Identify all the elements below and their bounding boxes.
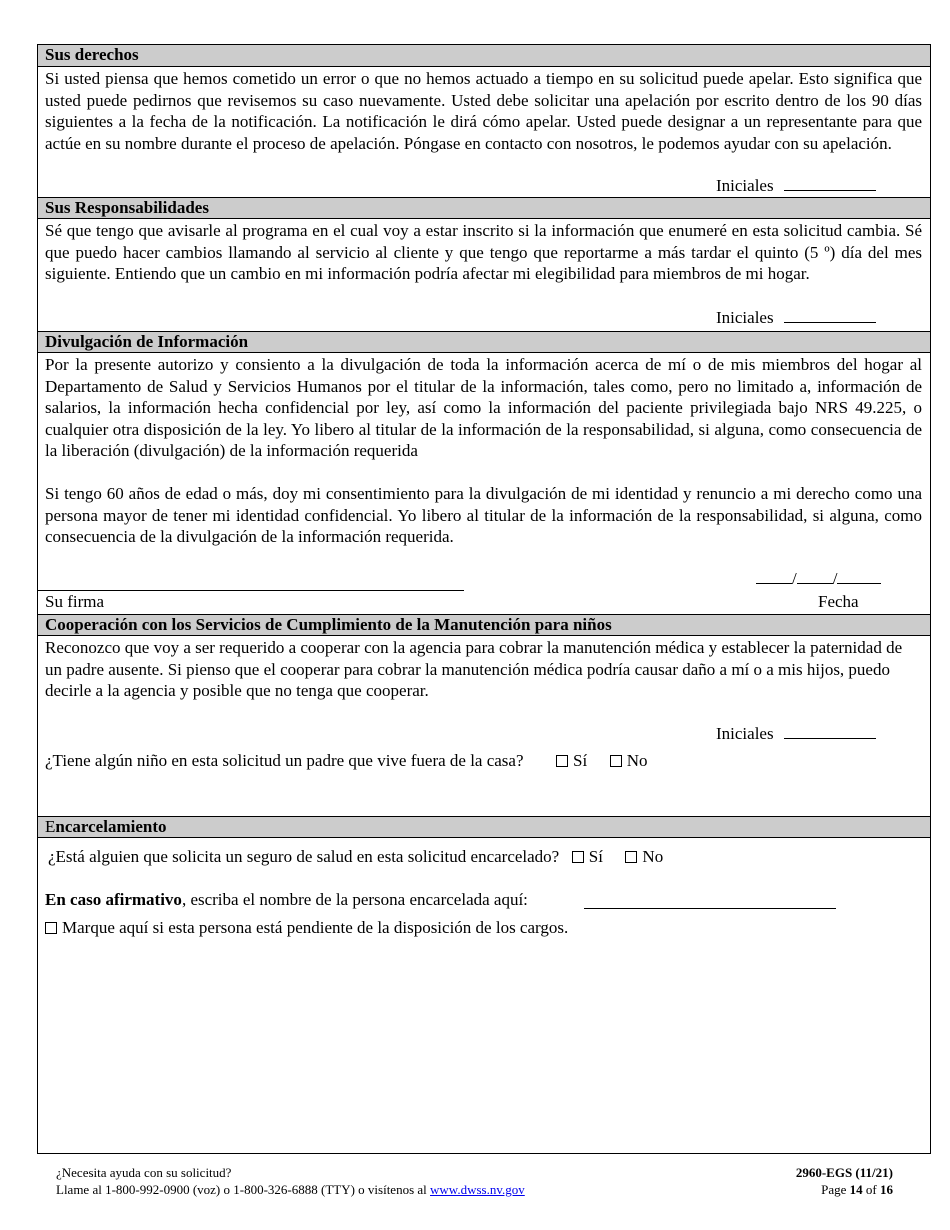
child-support-question: ¿Tiene algún niño en esta solicitud un padre que vive fuera de la casa? — [45, 751, 524, 770]
incarceration-no-label: No — [642, 847, 664, 866]
child-support-no-checkbox[interactable] — [610, 755, 622, 767]
if-yes-text: , escriba el nombre de la persona encarcelada aquí: — [181, 890, 528, 909]
incarceration-question: ¿Está alguien que solicita un seguro de salud en esta solicitud encarcelado? — [48, 847, 560, 866]
rights-initials — [716, 176, 876, 196]
child-support-yes-label: Sí — [573, 751, 588, 770]
incarceration-heading-rest: ncarcelamiento — [55, 817, 167, 836]
date-separator-2: / — [832, 569, 838, 588]
date-month[interactable] — [756, 570, 792, 584]
incarceration-question-row — [48, 847, 663, 867]
date-day[interactable] — [797, 570, 833, 584]
responsibilities-body: Sé que tengo que avisarle al programa en el cual voy a estar inscrito si la información que enumeré en esta solicitud cambia. Sé que puedo hacer cambios llamando al servicio al cliente y que tengo que reportarme a más tardar el quinto (5 º) día del mes siguiente. Entiendo que un cambio en mi información podría afectar mi elegibilidad para miembros de mi hogar. — [45, 221, 922, 283]
footer-help-question: ¿Necesita ayuda con su solicitud? — [56, 1165, 232, 1180]
signature-label: Su firma — [45, 592, 105, 611]
rights-initials-field[interactable] — [784, 177, 876, 191]
page-current: 14 — [849, 1182, 863, 1197]
responsibilities-initials-field[interactable] — [784, 309, 876, 323]
pending-charges-checkbox[interactable] — [45, 922, 57, 934]
signature-line[interactable] — [38, 590, 464, 591]
child-support-initials — [716, 724, 876, 744]
responsibilities-initials — [716, 308, 876, 328]
date-year[interactable] — [837, 570, 881, 584]
incarcerated-name-field[interactable] — [584, 908, 836, 909]
incarceration-heading-first: E — [45, 817, 56, 836]
footer-contact — [56, 1182, 525, 1197]
footer-contact-text: Llame al 1-800-992-0900 (voz) o 1-800-326-6888 (TTY) o visítenos al — [56, 1182, 427, 1197]
incarceration-heading — [38, 816, 930, 838]
disclosure-body-2: Si tengo 60 años de edad o más, doy mi consentimiento para la divulgación de mi identidad y renuncio a mi derecho como una persona mayor de tener mi identidad confidencial. Yo libero al titular de la información de la responsabilidad, si alguna, como consecuencia de la divulgación de la información requerida. — [45, 484, 922, 546]
pending-charges-row — [45, 918, 568, 938]
child-support-question-row — [45, 751, 647, 771]
responsibilities-heading: Sus Responsabilidades — [38, 197, 930, 219]
if-yes-bold: En caso afirmativo — [45, 890, 182, 909]
incarceration-no-checkbox[interactable] — [625, 851, 637, 863]
footer-website-link[interactable]: www.dwss.nv.gov — [430, 1182, 525, 1197]
rights-body: Si usted piensa que hemos cometido un error o que no hemos actuado a tiempo en su solicitud puede apelar. Esto significa que usted puede pedirnos que revisemos su caso nuevamente. Usted debe solicitar una apelación por escrito dentro de los 90 días siguientes a la fecha de la notificación. La notificación le dirá cómo apelar. Usted puede designar a un representante para que actúe en su nombre durante el proceso de apelación. Póngase en contacto con nosotros, le podemos ayudar con su apelación. — [45, 69, 922, 153]
rights-heading: Sus derechos — [38, 45, 930, 67]
date-label: Fecha — [818, 592, 859, 611]
disclosure-heading: Divulgación de Información — [38, 331, 930, 353]
incarceration-yes-checkbox[interactable] — [572, 851, 584, 863]
child-support-body: Reconozco que voy a ser requerido a cooperar con la agencia para cobrar la manutención médica y establecer la paternidad de un padre ausente. Si pienso que el cooperar para cobrar la manutención médica podría causar daño a mí o a mis hijos, puedo decirle a la agencia y posible que no tenga que cooperar. — [45, 638, 903, 700]
page-total: 16 — [880, 1182, 893, 1197]
child-support-initials-field[interactable] — [784, 725, 876, 739]
responsibilities-initials-label: Iniciales — [716, 308, 774, 327]
date-field[interactable] — [756, 569, 881, 589]
rights-initials-label: Iniciales — [716, 176, 774, 195]
pending-charges-label: Marque aquí si esta persona está pendiente de la disposición de los cargos. — [62, 918, 569, 937]
form-frame — [37, 44, 931, 1154]
date-separator-1: / — [792, 569, 797, 588]
child-support-heading: Cooperación con los Servicios de Cumplimiento de la Manutención para niños — [38, 614, 930, 636]
child-support-no-label: No — [626, 751, 648, 770]
page-word: Page — [821, 1182, 847, 1197]
page-of: of — [865, 1182, 877, 1197]
child-support-yes-checkbox[interactable] — [556, 755, 568, 767]
incarceration-yes-label: Sí — [588, 847, 603, 866]
child-support-initials-label: Iniciales — [716, 724, 774, 743]
disclosure-body-1: Por la presente autorizo y consiento a la divulgación de toda la información acerca de mí o de mis miembros del hogar al Departamento de Salud y Servicios Humanos por el titular de la información, tales como, pero no limitado a, información de salarios, la información hecha confidencial por ley, así como la información del paciente privilegiada bajo NRS 49.225, o cualquier otra disposición de la ley. Yo libero al titular de la información de la responsabilidad, si alguna, como consecuencia de la liberación (divulgación) de la información requerida — [45, 355, 922, 460]
incarcerated-name-row — [45, 890, 528, 910]
footer-page-number — [821, 1182, 893, 1197]
footer-form-id: 2960-EGS (11/21) — [795, 1165, 893, 1180]
